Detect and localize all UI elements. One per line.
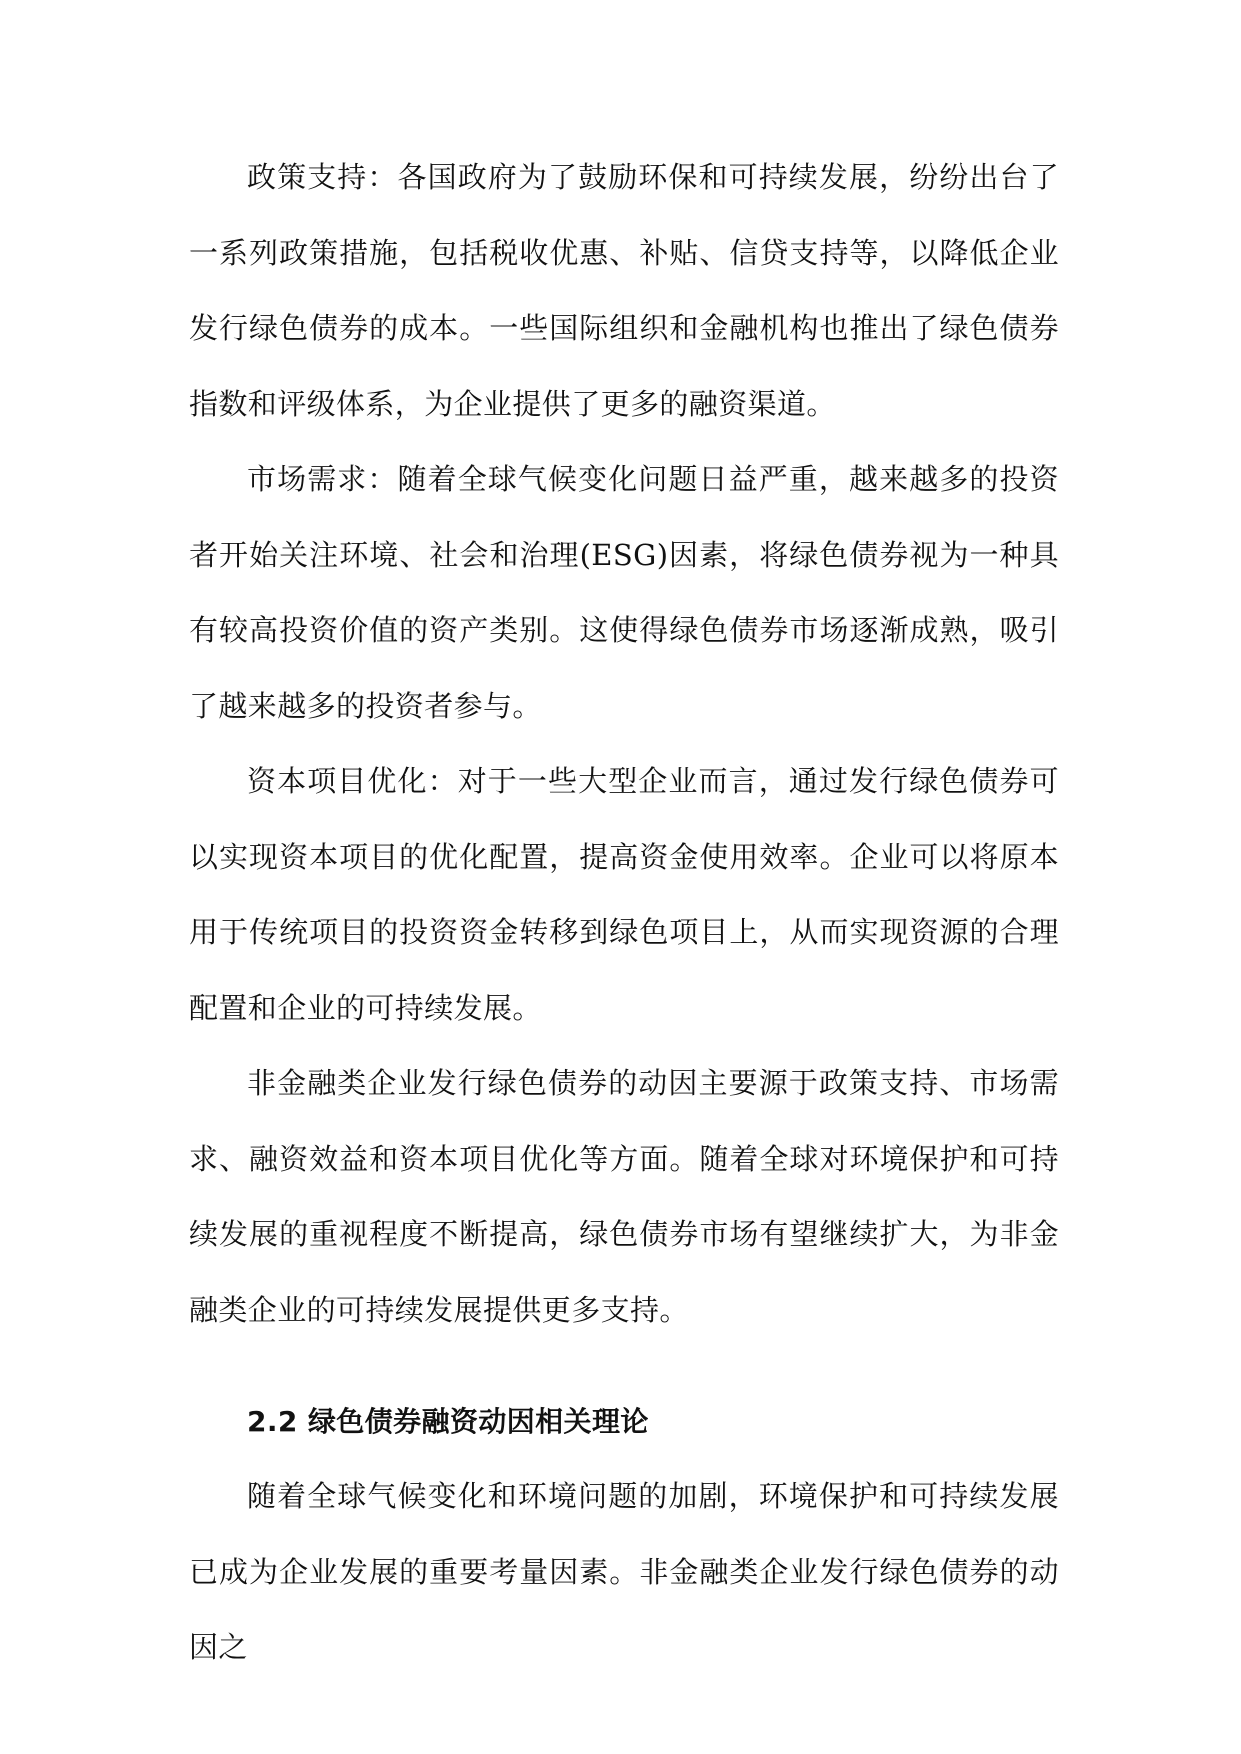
paragraph-capital-project-optimization: 资本项目优化：对于一些大型企业而言，通过发行绿色债券可以实现资本项目的优化配置，提高资金使用效率。企业可以将原本用于传统项目的投资资金转移到绿色项目上，从而实现资源的合理配置和企业的可持续发展。	[189, 764, 1059, 1025]
paragraph-market-demand: 市场需求：随着全球气候变化问题日益严重，越来越多的投资者开始关注环境、社会和治理(ESG)因素，将绿色债券视为一种具有较高投资价值的资产类别。这使得绿色债券市场逐渐成熟，吸引了越来越多的投资者参与。	[189, 462, 1059, 723]
paragraph-section-intro: 随着全球气候变化和环境问题的加剧，环境保护和可持续发展已成为企业发展的重要考量因素。非金融类企业发行绿色债券的动因之	[189, 1479, 1059, 1664]
section-heading: 2.2 绿色债券融资动因相关理论	[247, 1405, 649, 1438]
document-body	[189, 140, 1059, 1686]
paragraph-summary: 非金融类企业发行绿色债券的动因主要源于政策支持、市场需求、融资效益和资本项目优化等方面。随着全球对环境保护和可持续发展的重视程度不断提高，绿色债券市场有望继续扩大，为非金融类企业的可持续发展提供更多支持。	[189, 1066, 1059, 1327]
paragraph-policy-support: 政策支持：各国政府为了鼓励环保和可持续发展，纷纷出台了一系列政策措施，包括税收优惠、补贴、信贷支持等，以降低企业发行绿色债券的成本。一些国际组织和金融机构也推出了绿色债券指数和评级体系，为企业提供了更多的融资渠道。	[189, 160, 1059, 421]
